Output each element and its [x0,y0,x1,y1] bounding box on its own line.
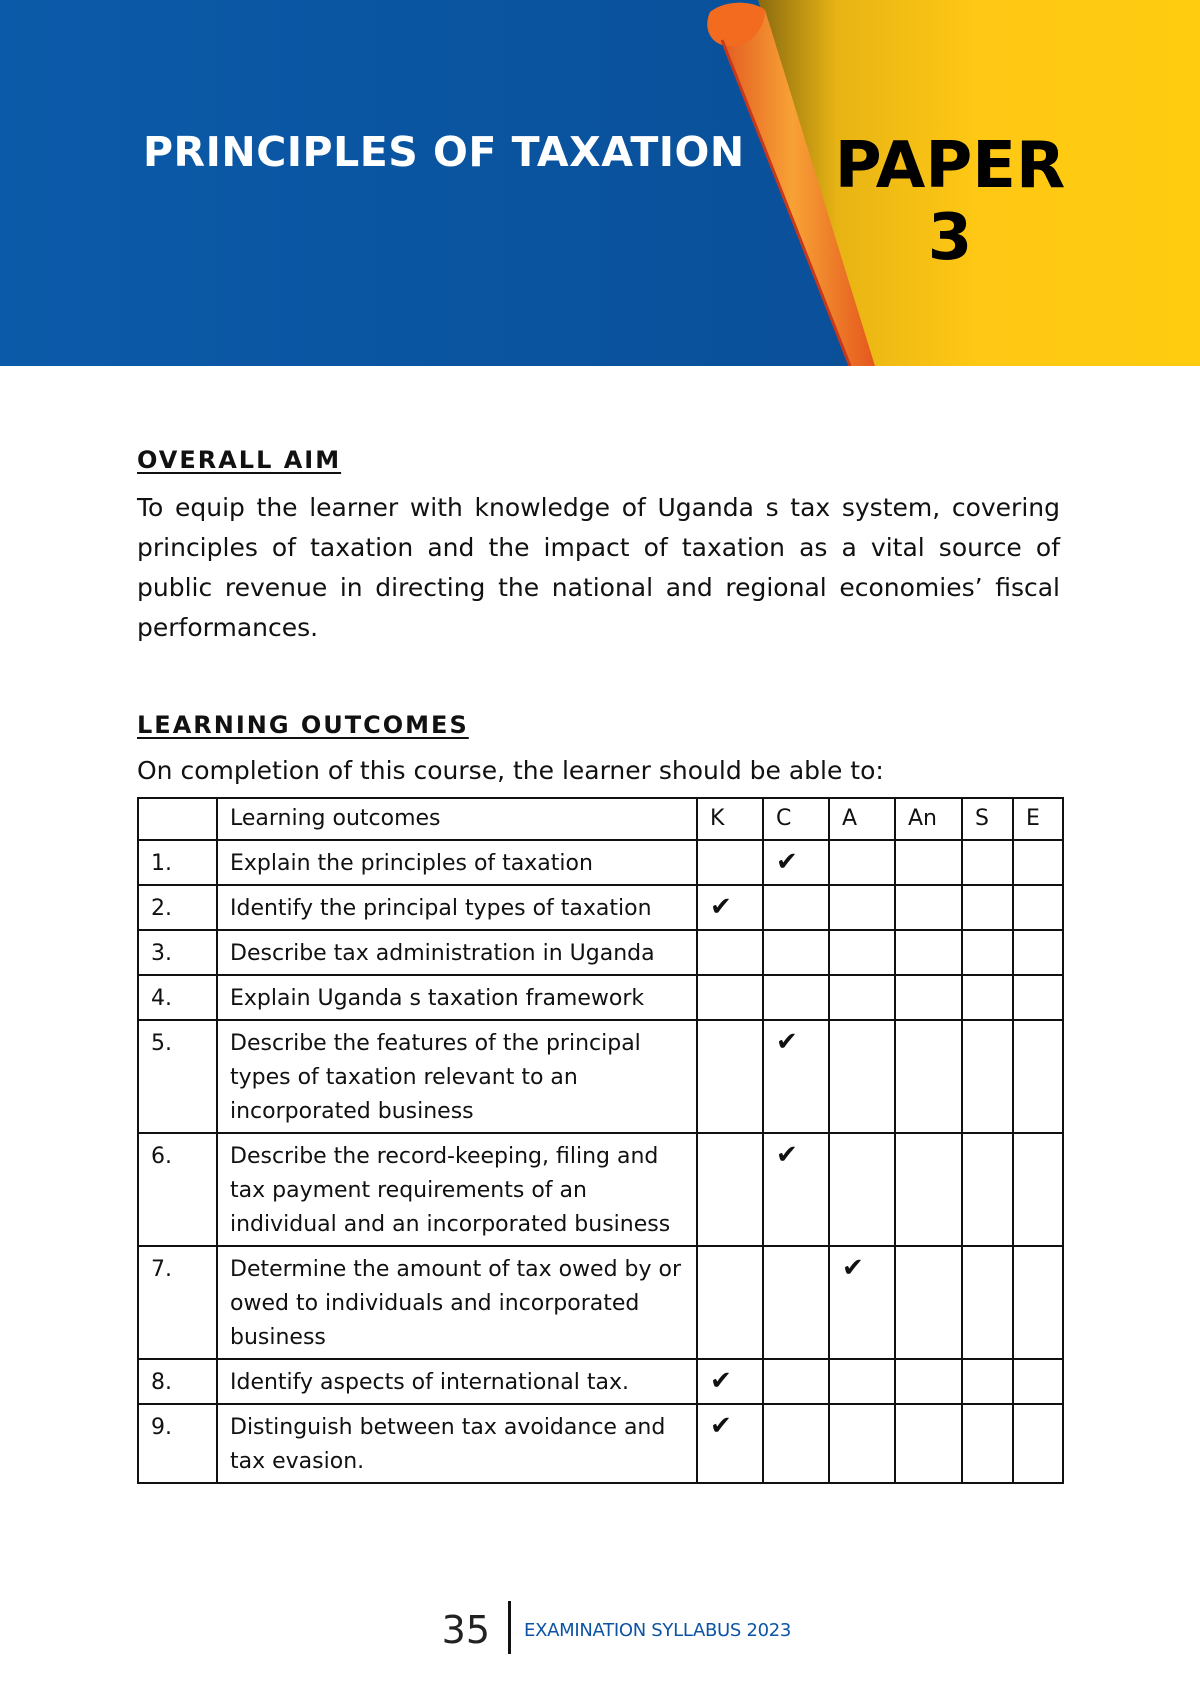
cell-s [962,930,1013,975]
cell-c [763,1359,829,1404]
check-icon: ✔ [710,1411,732,1441]
cell-a [829,1020,895,1133]
overall-aim-heading: OVERALL AIM [137,446,342,474]
footer-title: EXAMINATION SYLLABUS 2023 [524,1620,792,1641]
check-icon: ✔ [776,847,798,877]
overall-aim-text: To equip the learner with knowledge of Uganda s tax system, covering principles of taxation and the impact of taxation as a vital source of public revenue in directing the national and regional economies’ fiscal performances. [137,493,1060,642]
footer-divider [508,1601,511,1654]
learning-outcomes-intro: On completion of this course, the learner should be able to: [137,756,884,785]
cell-k [697,1133,763,1246]
cell-s [962,1404,1013,1483]
cell-e [1013,840,1063,885]
outcome-text: Determine the amount of tax owed by or owed to individuals and incorporated business [217,1246,697,1359]
cell-a [829,1133,895,1246]
cell-k [697,975,763,1020]
cell-e [1013,930,1063,975]
check-icon: ✔ [710,1366,732,1396]
row-number: 2. [138,885,217,930]
table-row [138,1359,1063,1404]
cell-s [962,1359,1013,1404]
table-row [138,1133,1063,1246]
learning-outcomes-table [137,797,1064,1484]
table-row [138,1246,1063,1359]
column-header-a: A [829,798,895,840]
cell-c [763,975,829,1020]
cell-a [829,840,895,885]
table-header-row [138,798,1063,840]
cell-e [1013,1404,1063,1483]
table-row [138,840,1063,885]
table-row [138,885,1063,930]
table-row [138,1404,1063,1483]
column-header-outcome: Learning outcomes [217,798,697,840]
row-number: 5. [138,1020,217,1133]
cell-k [697,1020,763,1133]
outcome-text: Describe the features of the principal types of taxation relevant to an incorporated business [217,1020,697,1133]
row-number: 1. [138,840,217,885]
cell-e [1013,975,1063,1020]
cell-s [962,1246,1013,1359]
table-row [138,975,1063,1020]
cell-c [763,1404,829,1483]
row-number: 4. [138,975,217,1020]
paper-label: PAPER [834,129,1066,203]
outcome-text: Identify aspects of international tax. [217,1359,697,1404]
column-header-k: K [697,798,763,840]
row-number: 6. [138,1133,217,1246]
cell-a [829,1246,895,1359]
cell-c [763,1246,829,1359]
outcome-text: Describe the record-keeping, filing and tax payment requirements of an individual and an incorporated business [217,1133,697,1246]
cell-s [962,1133,1013,1246]
cell-an [895,975,962,1020]
cell-k [697,1246,763,1359]
cell-a [829,930,895,975]
cell-e [1013,1020,1063,1133]
column-header-an: An [895,798,962,840]
cell-s [962,840,1013,885]
cell-a [829,885,895,930]
row-number: 7. [138,1246,217,1359]
outcome-text: Explain Uganda s taxation framework [217,975,697,1020]
cell-an [895,930,962,975]
paper-number: 3 [927,201,973,275]
column-header-e: E [1013,798,1063,840]
cell-c [763,1133,829,1246]
outcome-text: Explain the principles of taxation [217,840,697,885]
cell-c [763,930,829,975]
column-header-number [138,798,217,840]
cell-s [962,1020,1013,1133]
cell-k [697,1359,763,1404]
cell-e [1013,1133,1063,1246]
table-row [138,930,1063,975]
cell-a [829,1404,895,1483]
cell-k [697,885,763,930]
cell-c [763,840,829,885]
cell-s [962,885,1013,930]
cell-k [697,1404,763,1483]
row-number: 9. [138,1404,217,1483]
page-title: PRINCIPLES OF TAXATION [143,128,745,176]
cell-e [1013,1246,1063,1359]
outcome-text: Identify the principal types of taxation [217,885,697,930]
check-icon: ✔ [842,1253,864,1283]
check-icon: ✔ [776,1027,798,1057]
column-header-c: C [763,798,829,840]
check-icon: ✔ [776,1140,798,1170]
cell-an [895,1359,962,1404]
cell-a [829,1359,895,1404]
cell-an [895,1020,962,1133]
cell-c [763,1020,829,1133]
cell-an [895,840,962,885]
cell-a [829,975,895,1020]
cell-an [895,1404,962,1483]
cell-an [895,1246,962,1359]
cell-an [895,885,962,930]
learning-outcomes-heading: LEARNING OUTCOMES [137,711,469,739]
row-number: 8. [138,1359,217,1404]
check-icon: ✔ [710,892,732,922]
cell-k [697,930,763,975]
page-number: 35 [441,1608,490,1652]
column-header-s: S [962,798,1013,840]
outcome-text: Describe tax administration in Uganda [217,930,697,975]
cell-an [895,1133,962,1246]
row-number: 3. [138,930,217,975]
table-row [138,1020,1063,1133]
cell-e [1013,1359,1063,1404]
cell-s [962,975,1013,1020]
cell-c [763,885,829,930]
outcome-text: Distinguish between tax avoidance and tax evasion. [217,1404,697,1483]
header-banner [0,0,1200,366]
cell-k [697,840,763,885]
cell-e [1013,885,1063,930]
